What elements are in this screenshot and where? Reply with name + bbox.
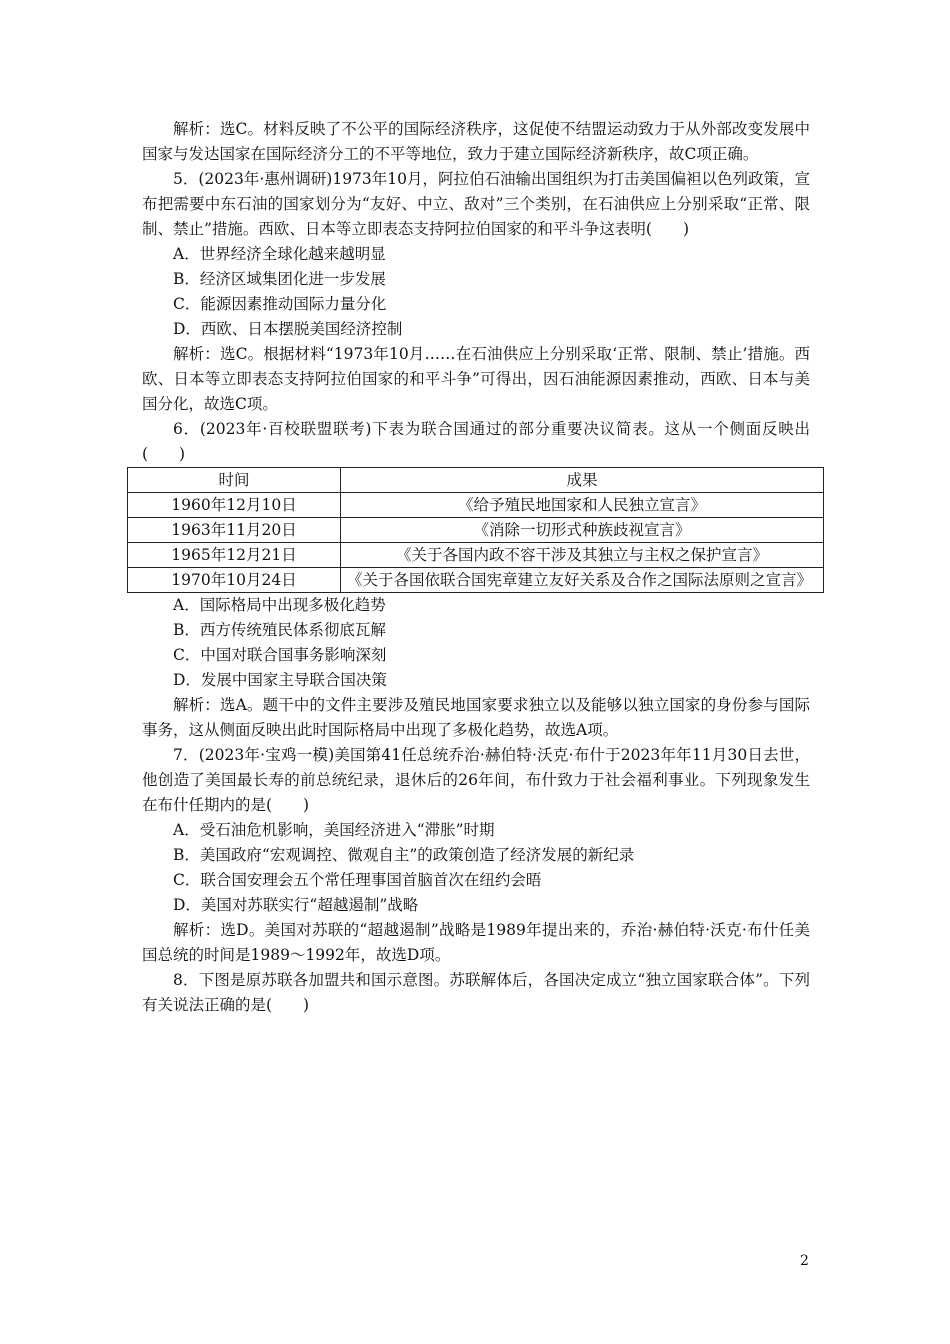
q7-option-a: A．受石油危机影响，美国经济进入“滞胀”时期 bbox=[173, 821, 495, 839]
content-body bbox=[142, 117, 813, 1018]
q6-option-b: B．西方传统殖民体系彻底瓦解 bbox=[173, 621, 386, 639]
q6-option-c: C．中国对联合国事务影响深刻 bbox=[173, 646, 387, 664]
table-cell-result: 《给予殖民地国家和人民独立宣言》 bbox=[341, 493, 824, 518]
table-cell-date: 1965年12月21日 bbox=[128, 543, 341, 568]
q7-option-b: B．美国政府“宏观调控、微观自主”的政策创造了经济发展的新纪录 bbox=[173, 846, 635, 864]
table-row bbox=[128, 543, 824, 568]
q7-option-d: D．美国对苏联实行“超越遏制”战略 bbox=[173, 896, 419, 914]
table-header-time: 时间 bbox=[128, 468, 341, 493]
q6-option-a: A．国际格局中出现多极化趋势 bbox=[173, 596, 386, 614]
resolutions-table bbox=[127, 467, 824, 593]
analysis-q4: 解析：选C。材料反映了不公平的国际经济秩序，这促使不结盟运动致力于从外部改变发展中国家与发达国家在国际经济分工的不平等地位，致力于建立国际经济新秩序，故C项正确。 bbox=[142, 120, 810, 163]
analysis-q6: 解析：选A。题干中的文件主要涉及殖民地国家要求独立以及能够以独立国家的身份参与国际事务，这从侧面反映出此时国际格局中出现了多极化趋势，故选A项。 bbox=[142, 696, 810, 739]
table-row bbox=[128, 518, 824, 543]
q7-option-c: C．联合国安理会五个常任理事国首脑首次在纽约会晤 bbox=[173, 871, 542, 889]
table-cell-result: 《消除一切形式种族歧视宣言》 bbox=[341, 518, 824, 543]
table-cell-date: 1963年11月20日 bbox=[128, 518, 341, 543]
table-cell-date: 1970年10月24日 bbox=[128, 568, 341, 593]
question-8-stem: 8．下图是原苏联各加盟共和国示意图。苏联解体后，各国决定成立“独立国家联合体”。下列有关说法正确的是( ) bbox=[142, 971, 810, 1014]
question-5-stem: 5．(2023年·惠州调研)1973年10月，阿拉伯石油输出国组织为打击美国偏袒以色列政策，宣布把需要中东石油的国家划分为“友好、中立、敌对”三个类别，在石油供应上分别采取“正常、限制、禁止”措施。西欧、日本等立即表态支持阿拉伯国家的和平斗争这表明( ) bbox=[142, 170, 811, 238]
q5-option-c: C．能源因素推动国际力量分化 bbox=[173, 295, 387, 313]
q5-option-d: D．西欧、日本摆脱美国经济控制 bbox=[173, 320, 403, 338]
page-number: 2 bbox=[800, 1253, 809, 1269]
analysis-q5: 解析：选C。根据材料“1973年10月……在石油供应上分别采取‘正常、限制、禁止’措施。西欧、日本等立即表态支持阿拉伯国家的和平斗争”可得出，因石油能源因素推动，西欧、日本与美国分化，故选C项。 bbox=[142, 345, 810, 413]
q6-option-d: D．发展中国家主导联合国决策 bbox=[173, 671, 387, 689]
question-7-stem: 7．(2023年·宝鸡一模)美国第41任总统乔治·赫伯特·沃克·布什于2023年年11月30日去世，他创造了美国最长寿的前总统纪录，退休后的26年间，布什致力于社会福利事业。下列现象发生在布什任期内的是( ) bbox=[142, 746, 810, 814]
q5-option-a: A．世界经济全球化越来越明显 bbox=[173, 245, 386, 263]
question-6-stem: 6．(2023年·百校联盟联考)下表为联合国通过的部分重要决议简表。这从一个侧面反映出( ) bbox=[142, 420, 810, 463]
table-row bbox=[128, 493, 824, 518]
table-cell-result: 《关于各国内政不容干涉及其独立与主权之保护宣言》 bbox=[341, 543, 824, 568]
q5-option-b: B．经济区域集团化进一步发展 bbox=[173, 270, 386, 288]
table-header-row bbox=[128, 468, 824, 493]
table-cell-date: 1960年12月10日 bbox=[128, 493, 341, 518]
table-cell-result: 《关于各国依联合国宪章建立友好关系及合作之国际法原则之宣言》 bbox=[341, 568, 824, 593]
analysis-q7: 解析：选D。美国对苏联的“超越遏制”战略是1989年提出来的，乔治·赫伯特·沃克·布什任美国总统的时间是1989～1992年，故选D项。 bbox=[142, 921, 810, 964]
table-row bbox=[128, 568, 824, 593]
table-header-result: 成果 bbox=[341, 468, 824, 493]
